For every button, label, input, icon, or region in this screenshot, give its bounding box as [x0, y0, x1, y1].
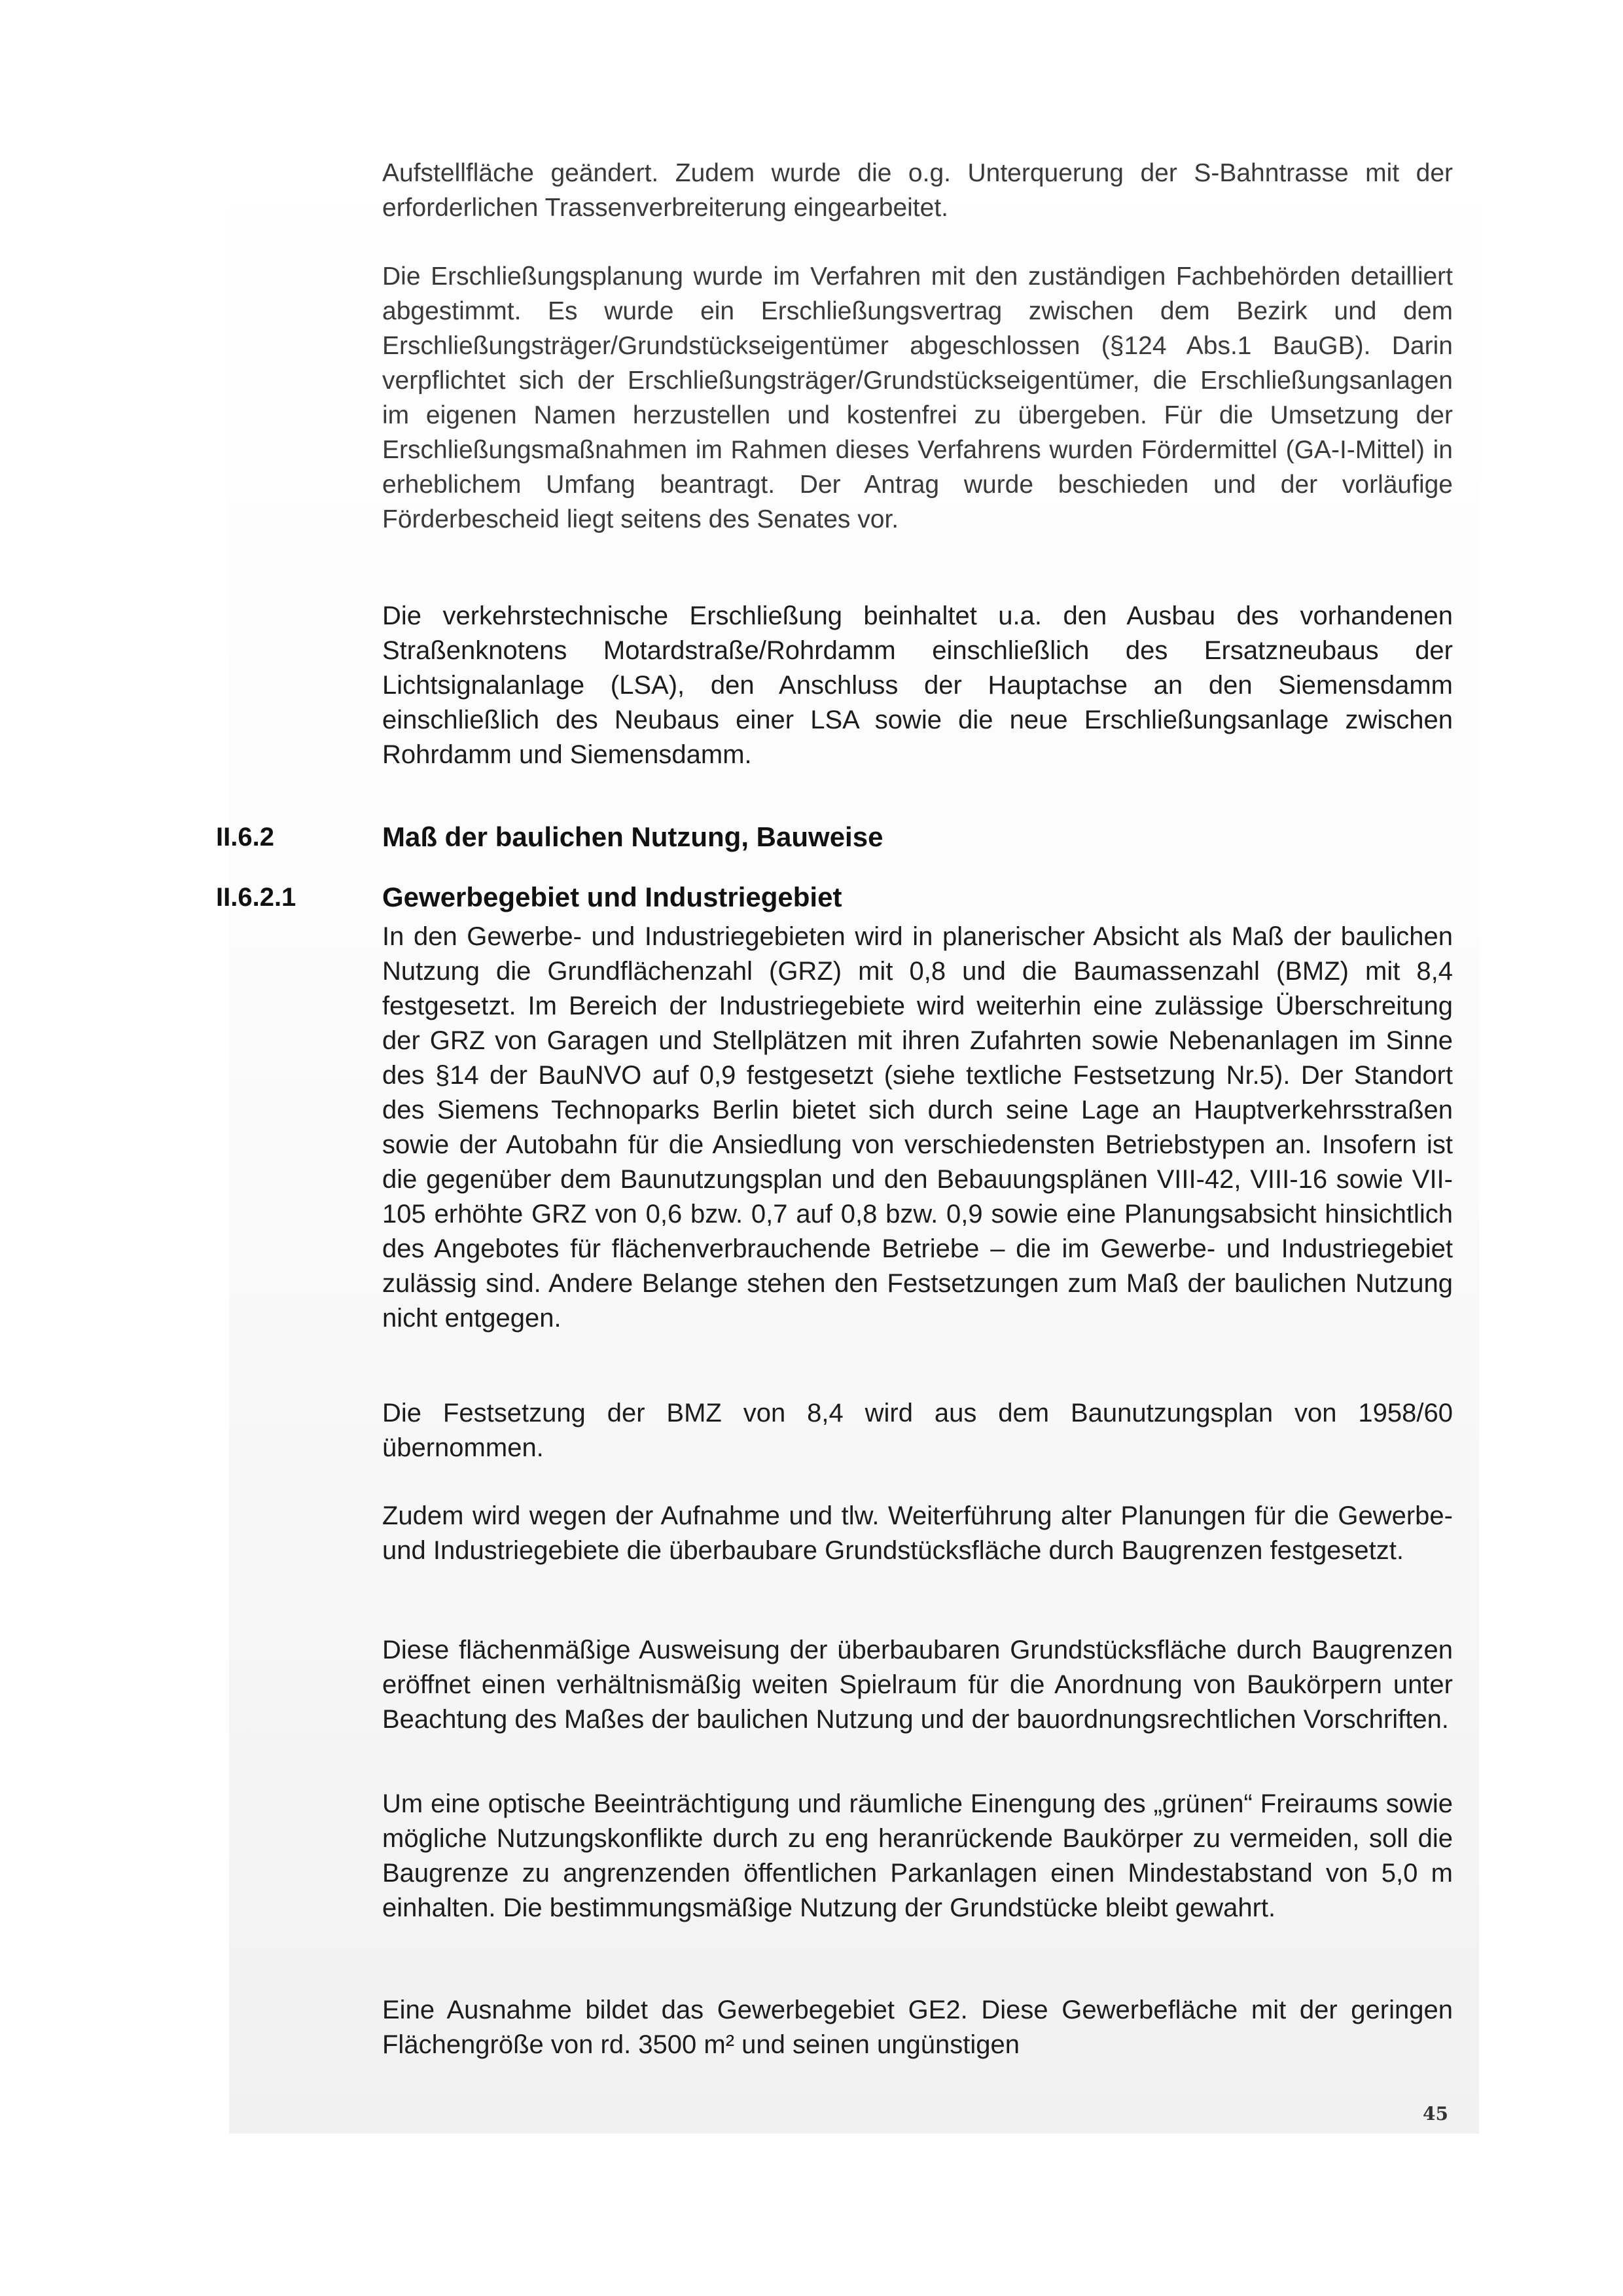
body-paragraph-6: Eine Ausnahme bildet das Gewerbegebiet GE2. Diese Gewerbefläche mit der geringen Flächengröße von rd. 3500 m² und seinen ungünstigen: [382, 1996, 1453, 2059]
intro-paragraph-2: Die Erschließungsplanung wurde im Verfahren mit den zuständigen Fachbehörden detailliert abgestimmt. Es wurde ein Erschließungsvertrag zwischen dem Bezirk und dem Erschließungsträger/Grundstückseigentümer abgeschlossen (§124 Abs.1 BauGB). Darin verpflichtet sich der Erschließungsträger/Grundstückseigentümer, die Erschließungsanlagen im eigenen Namen herzustellen und kostenfrei zu übergeben. Für die Umsetzung der Erschließungsmaßnahmen im Rahmen dieses Verfahrens wurden Fördermittel (GA-I-Mittel) in erheblichem Umfang beantragt. Der Antrag wurde beschieden und der vorläufige Förderbescheid liegt seitens des Senates vor.: [382, 262, 1453, 533]
body-paragraph-4: Diese flächenmäßige Ausweisung der überbaubaren Grundstücksfläche durch Baugrenzen eröffnet einen verhältnismäßig weiten Spielraum für die Anordnung von Baukörpern unter Beachtung des Maßes der baulichen Nutzung und der bauordnungsrechtlichen Vorschriften.: [382, 1636, 1453, 1734]
section-number: II.6.2: [216, 823, 274, 852]
intro-paragraph-1: Aufstellfläche geändert. Zudem wurde die o.g. Unterquerung der S-Bahntrasse mit der erforderlichen Trassenverbreiterung eingearbeitet.: [382, 159, 1453, 222]
subsection-title: Gewerbegebiet und Industriegebiet: [382, 882, 842, 912]
intro-paragraph-3: Die verkehrstechnische Erschließung beinhaltet u.a. den Ausbau des vorhandenen Straßenknotens Motardstraße/Rohrdamm einschließlich des Ersatzneubaus der Lichtsignalanlage (LSA), den Anschluss der Hauptachse an den Siemensdamm einschließlich des Neubaus einer LSA sowie die neue Erschließungsanlage zwischen Rohrdamm und Siemensdamm.: [382, 601, 1453, 769]
section-title: Maß der baulichen Nutzung, Bauweise: [382, 821, 883, 852]
body-paragraph-1: In den Gewerbe- und Industriegebieten wird in planerischer Absicht als Maß der baulichen Nutzung die Grundflächenzahl (GRZ) mit 0,8 und die Baumassenzahl (BMZ) mit 8,4 festgesetzt. Im Bereich der Industriegebiete wird weiterhin eine zulässige Überschreitung der GRZ von Garagen und Stellplätzen mit ihren Zufahrten sowie Nebenanlagen im Sinne des §14 der BauNVO auf 0,9 festgesetzt (siehe textliche Festsetzung Nr.5). Der Standort des Siemens Technoparks Berlin bietet sich durch seine Lage an Hauptverkehrsstraßen sowie der Autobahn für die Ansiedlung von verschiedensten Betriebstypen an. Insofern ist die gegenüber dem Baunutzungsplan und den Bebauungsplänen VIII-42, VIII-16 sowie VII-105 erhöhte GRZ von 0,6 bzw. 0,7 auf 0,8 bzw. 0,9 sowie eine Planungsabsicht hinsichtlich des Angebotes für flächenverbrauchende Betriebe – die im Gewerbe- und Industriegebiet zulässig sind. Andere Belange stehen den Festsetzungen zum Maß der baulichen Nutzung nicht entgegen.: [382, 922, 1453, 1333]
body-paragraph-2: Die Festsetzung der BMZ von 8,4 wird aus dem Baunutzungsplan von 1958/60 übernommen.: [382, 1399, 1453, 1462]
body-paragraph-3: Zudem wird wegen der Aufnahme und tlw. Weiterführung alter Planungen für die Gewerbe- und Industriegebiete die überbaubare Grundstücksfläche durch Baugrenzen festgesetzt.: [382, 1501, 1453, 1565]
body-paragraph-5: Um eine optische Beeinträchtigung und räumliche Einengung des „grünen“ Freiraums sowie mögliche Nutzungskonflikte durch zu eng heranrückende Baukörper zu vermeiden, soll die Baugrenze zu angrenzenden öffentlichen Parkanlagen einen Mindestabstand von 5,0 m einhalten. Die bestimmungsmäßige Nutzung der Grundstücke bleibt gewahrt.: [382, 1789, 1453, 1922]
page-number: 45: [1423, 2103, 1448, 2125]
subsection-number: II.6.2.1: [216, 883, 296, 912]
